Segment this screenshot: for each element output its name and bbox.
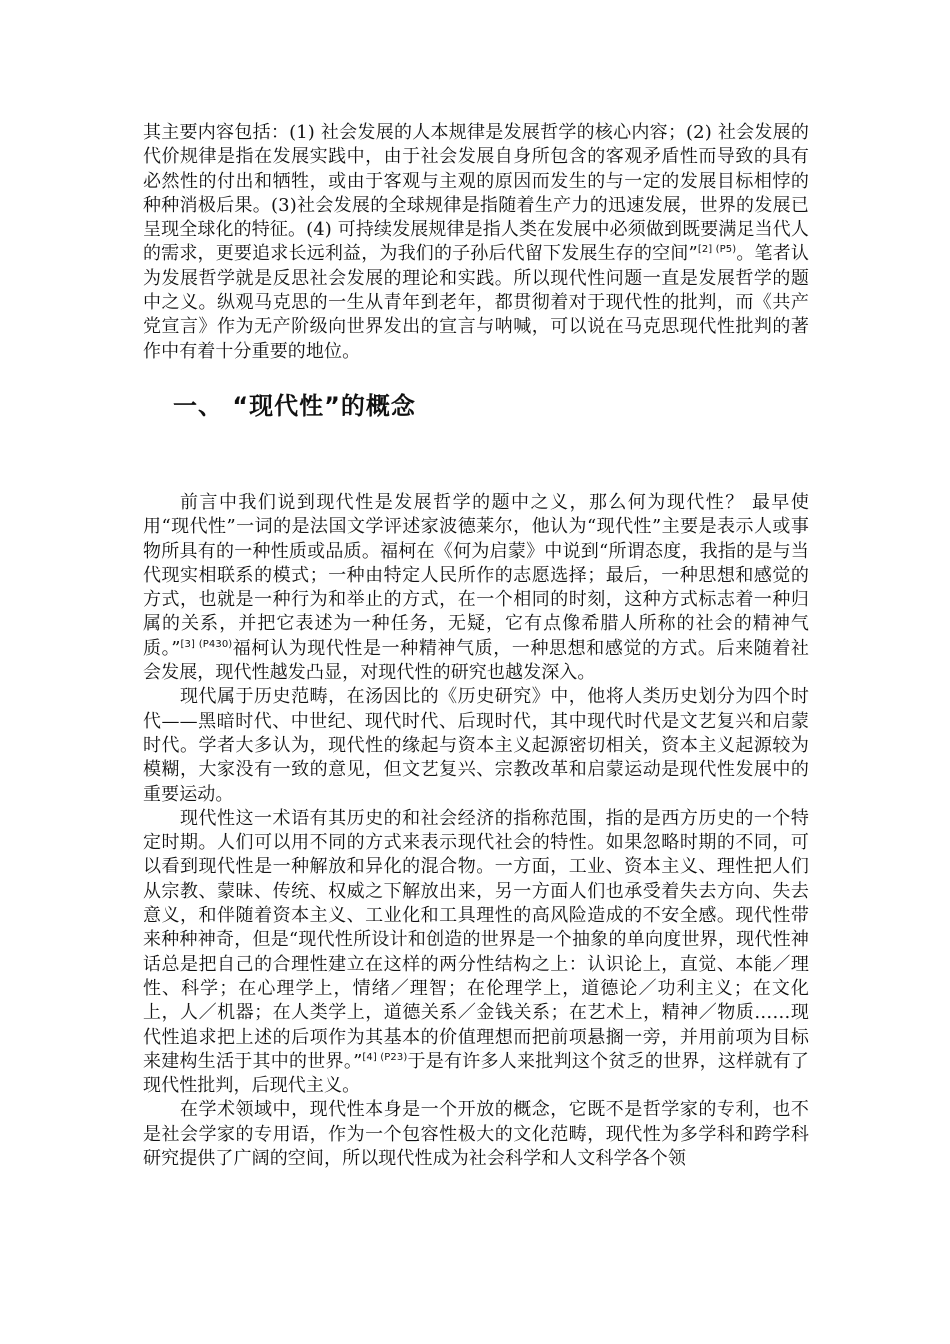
section-heading: 一、 “现代性”的概念 <box>173 391 416 420</box>
paragraph-1-text-part-b: 福柯认为现代性是一种精神气质，一种思想和感觉的方式。后来随着社会发展，现代性越发凸显，对现代性的研究也越发深入。 <box>143 637 809 684</box>
body-paragraph-4 <box>143 1098 809 1171</box>
paragraph-2-text: 现代属于历史范畴，在汤因比的《历史研究》中，他将人类历史划分为四个时代——黑暗时代、中世纪、现代时代、后现时代，其中现代时代是文艺复兴和启蒙时代。学者大多认为，现代性的缘起与资本主义起源密切相关，资本主义起源较为模糊，大家没有一致的意见，但文艺复兴、宗教改革和启蒙运动是现代性发展中的重要运动。 <box>143 686 809 805</box>
citation-marker: [4] (P23) <box>362 1051 408 1063</box>
citation-marker: [3] (P430) <box>180 638 233 650</box>
paragraph-1-text-part-a: 前言中我们说到现代性是发展哲学的题中之义，那么何为现代性？ 最早使用“现代性”一词的是法国文学评述家波德莱尔，他认为“现代性”主要是表示人或事物所具有的一种性质或品质。福柯在《何为启蒙》中说到“所谓态度，我指的是与当代现实相联系的模式；一种由特定人民所作的志愿选择；最后，一种思想和感觉的方式，也就是一种行为和举止的方式，在一个相同的时刻，这种方式标志着一种归属的关系，并把它表述为一种任务，无疑，它有点像希腊人所称的社会的精神气质。” <box>143 491 809 659</box>
paragraph-4-text: 在学术领域中，现代性本身是一个开放的概念，它既不是哲学家的专利，也不是社会学家的专用语，作为一个包容性极大的文化范畴，现代性为多学科和跨学科研究提供了广阔的空间，所以现代性成为社会科学和人文科学各个领 <box>143 1099 809 1169</box>
intro-text-part-a: 其主要内容包括：(1) 社会发展的人本规律是发展哲学的核心内容；(2) 社会发展的代价规律是指在发展实践中，由于社会发展自身所包含的客观矛盾性而导致的具有必然性的付出和牺牲，或由于客观与主观的原因而发生的与一定的发展目标相悖的种种消极后果。(3)社会发展的全球规律是指随着生产力的迅速发展，世界的发展已呈现全球化的特征。(4) 可持续发展规律是指人类在发展中必须做到既要满足当代人的需求，更要追求长远利益，为我们的子孙后代留下发展生存的空间” <box>143 122 809 265</box>
body-paragraph-2 <box>143 685 809 806</box>
heading-spacer <box>143 426 809 491</box>
intro-paragraph <box>143 121 809 364</box>
citation-marker: [2] (P5) <box>697 244 737 256</box>
body-paragraph-1 <box>143 491 809 685</box>
body-paragraph-3 <box>143 807 809 1099</box>
intro-text-part-b: 。笔者认为发展哲学就是反思社会发展的理论和实践。所以现代性问题一直是发展哲学的题中之义。纵观马克思的一生从青年到老年，都贯彻着对于现代性的批判，而《共产党宣言》作为无产阶级向世界发出的宣言与呐喊，可以说在马克思现代性批判的著作中有着十分重要的地位。 <box>143 243 810 362</box>
document-page <box>143 121 809 1171</box>
paragraph-3-text-part-b: 于是有许多人来批判这个贫乏的世界，这样就有了现代性批判，后现代主义。 <box>143 1050 809 1097</box>
paragraph-3-text-part-a: 现代性这一术语有其历史的和社会经济的指称范围，指的是西方历史的一个特定时期。人们可以用不同的方式来表示现代社会的特性。如果忽略时期的不同，可以看到现代性是一种解放和异化的混合物。一方面，工业、资本主义、理性把人们从宗教、蒙昧、传统、权威之下解放出来，另一方面人们也承受着失去方向、失去意义，和伴随着资本主义、工业化和工具理性的高风险造成的不安全感。现代性带来种种神奇，但是“现代性所设计和创造的世界是一个抽象的单向度世界，现代性神话总是把自己的合理性建立在这样的两分性结构之上：认识论上，直觉、本能／理性、科学；在心理学上，情绪／理智；在伦理学上，道德论／功利主义；在文化上，人／机器；在人类学上，道德关系／金钱关系；在艺术上，精神／物质……现代性追求把上述的后项作为其基本的价值理想而把前项悬搁一旁，并用前项为目标来建构生活于其中的世界。” <box>143 807 809 1072</box>
